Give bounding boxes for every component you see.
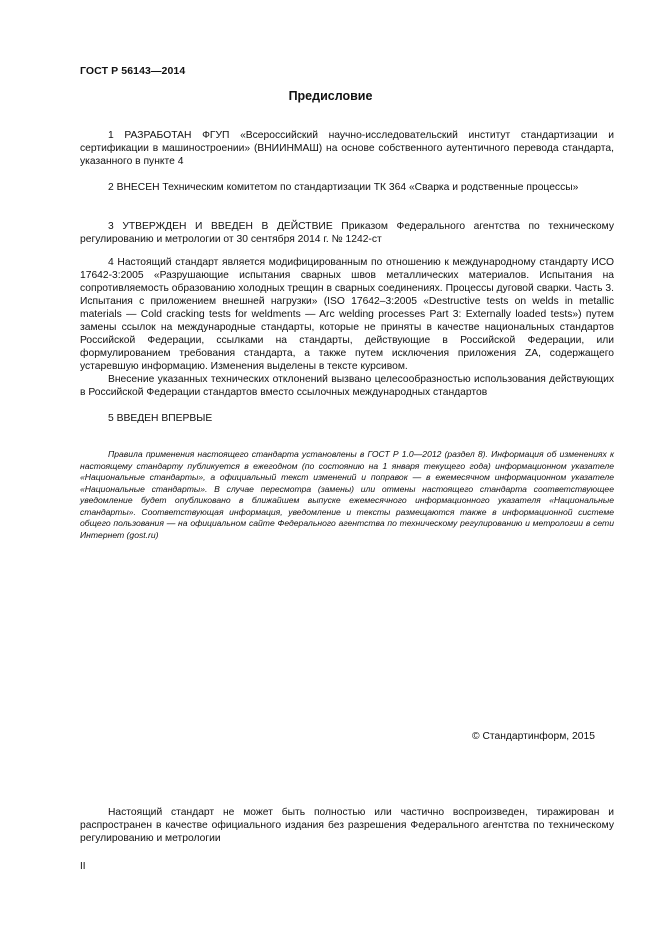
section-4-text: 4 Настоящий стандарт является модифицированным по отношению к международному стандарту ИСО 17642-3:2005 «Разрушающие испытания сварных швов металлических материалов. Испытания на сопротивляемость образованию холодных трещин в сварных соединениях. Процессы дуговой сварки. Часть 3. Испытания с приложением внешней нагрузки» (ISO 17642–3:2005 «Destructive tests on welds in metallic materials — Cold cracking tests for weldments — Arc welding processes Part 3: Externally loaded tests») путем замены ссылок на международные стандарты, которые не приняты в качестве национальных стандартов Российской Федерации, ссылками на стандарты, действующие в Российской Федерации, или формулированием требования стандарта, а также путем исключения приложения ZA, содержащего устаревшую информацию. Изменения выделены в тексте курсивом. [80, 257, 614, 372]
reproduction-notice: Настоящий стандарт не может быть полностью или частично воспроизведен, тиражирован и распространен в качестве официального издания без разрешения Федерального агентства по техническому регулированию и метрологии [80, 807, 614, 844]
usage-rules-note: Правила применения настоящего стандарта установлены в ГОСТ Р 1.0—2012 (раздел 8). Информация об изменениях к настоящему стандарту публикуется в ежегодном (по состоянию на 1 января текущего года) информационном указателе «Национальные стандарты», а официальный текст изменений и поправок — в ежемесячном информационном указателе «Национальные стандарты». В случае пересмотра (замены) или отмены настоящего стандарта соответствующее уведомление будет опубликовано в ближайшем выпуске ежемесячного информационного указателя «Национальные стандарты». Соответствующая информация, уведомление и тексты размещаются также в информационной системе общего пользования — на официальном сайте Федерального агентства по техническому регулированию и метрологии в сети Интернет (gost.ru) [80, 449, 614, 540]
section-3 [80, 220, 614, 246]
page-number: II [80, 861, 86, 872]
copyright: © Стандартинформ, 2015 [472, 731, 595, 742]
section-4 [80, 256, 614, 399]
section-5-text: 5 ВВЕДЕН ВПЕРВЫЕ [108, 413, 213, 424]
page-title: Предисловие [288, 89, 373, 103]
section-1 [80, 129, 614, 168]
section-2 [80, 181, 614, 194]
standard-id-header: ГОСТ Р 56143—2014 [80, 65, 186, 77]
section-4-continuation: Внесение указанных технических отклонений вызвано целесообразностью использования действующих в Российской Федерации стандартов вместо ссылочных международных стандартов [80, 374, 614, 398]
section-2-text: 2 ВНЕСЕН Техническим комитетом по стандартизации ТК 364 «Сварка и родственные процессы» [108, 182, 579, 193]
section-3-text: 3 УТВЕРЖДЕН И ВВЕДЕН В ДЕЙСТВИЕ Приказом Федерального агентства по техническому регулированию и метрологии от 30 сентября 2014 г. № 1242-ст [80, 221, 614, 245]
section-1-text: 1 РАЗРАБОТАН ФГУП «Всероссийский научно-исследовательский институт стандартизации и сертификации в машиностроении» (ВНИИНМАШ) на основе собственного аутентичного перевода стандарта, указанного в пункте 4 [80, 130, 614, 167]
section-5 [80, 412, 614, 425]
